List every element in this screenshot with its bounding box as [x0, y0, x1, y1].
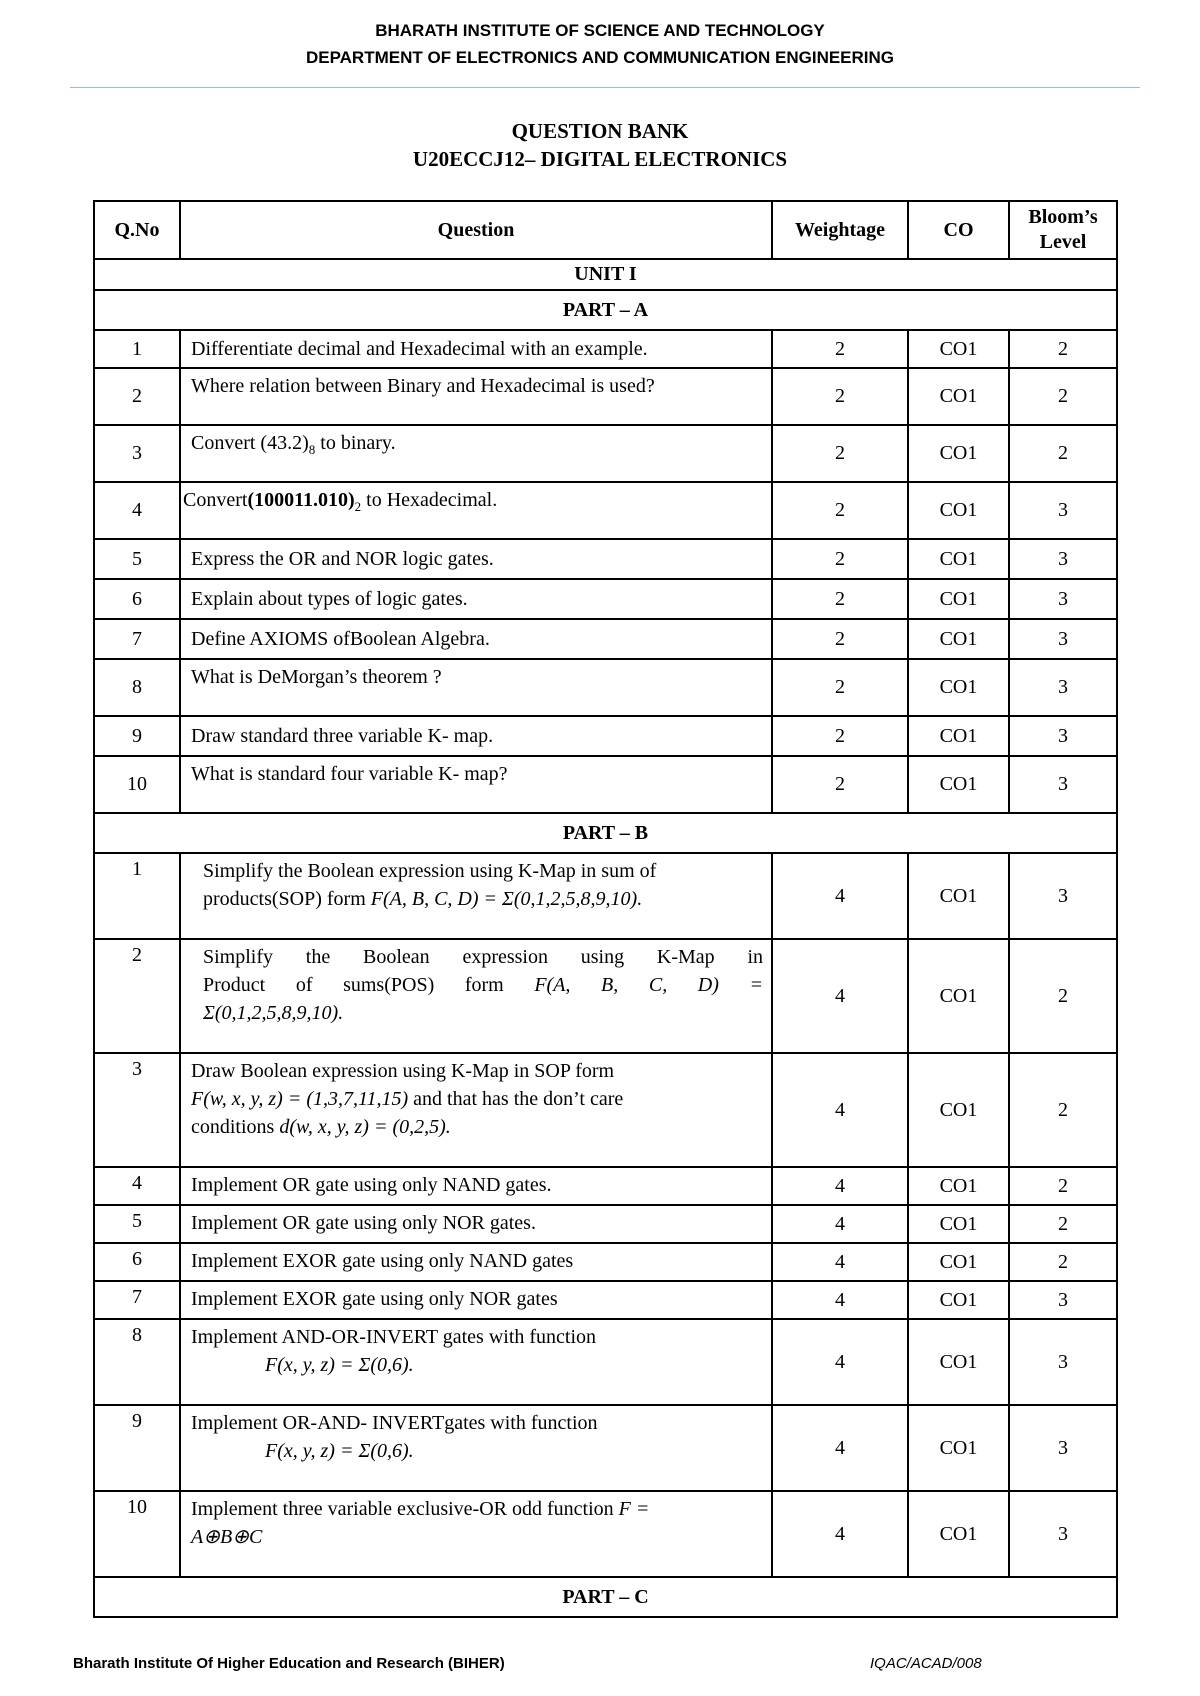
boolean-function: F(x, y, z) = Σ(0,6).: [265, 1354, 414, 1376]
blooms-level-cell: 3: [1009, 539, 1117, 579]
question-text: What is standard four variable K- map?: [180, 756, 772, 813]
blooms-level-cell: 3: [1009, 1281, 1117, 1319]
col-header-question: Question: [180, 201, 772, 259]
blooms-level-cell: 2: [1009, 1243, 1117, 1281]
department-name: DEPARTMENT OF ELECTRONICS AND COMMUNICATION ENGINEERING: [305, 48, 895, 67]
co-cell: CO1: [908, 1243, 1009, 1281]
table-row: [94, 1053, 1117, 1167]
col-header-blooms-level: Bloom’s Level: [1009, 201, 1117, 259]
blooms-level-cell: 2: [1009, 425, 1117, 482]
institute-name: BHARATH INSTITUTE OF SCIENCE AND TECHNOLOGY: [375, 21, 825, 40]
table-row: [94, 579, 1117, 619]
question-line: [203, 999, 763, 1027]
weightage-cell: 2: [772, 659, 908, 716]
question-number: 1: [94, 853, 180, 939]
question-text: Implement OR gate using only NAND gates.: [180, 1167, 772, 1205]
blooms-level-cell: 2: [1009, 330, 1117, 368]
question-number: 2: [94, 368, 180, 425]
question-text: Where relation between Binary and Hexadecimal is used?: [180, 368, 772, 425]
question-text: Explain about types of logic gates.: [180, 579, 772, 619]
question-text: Express the OR and NOR logic gates.: [180, 539, 772, 579]
part-b-label: PART – B: [94, 813, 1117, 853]
question-number: 3: [94, 425, 180, 482]
blooms-level-cell: 2: [1009, 1167, 1117, 1205]
question-number: 8: [94, 1319, 180, 1405]
question-line: [191, 1437, 763, 1465]
table-row: [94, 716, 1117, 756]
co-cell: CO1: [908, 1405, 1009, 1491]
co-cell: CO1: [908, 716, 1009, 756]
question-text: [180, 425, 772, 482]
question-number: 3: [94, 1053, 180, 1167]
question-number: 7: [94, 1281, 180, 1319]
table-row: [94, 330, 1117, 368]
question-line: Implement OR-AND- INVERTgates with function: [191, 1412, 598, 1434]
part-c-label: PART – C: [94, 1577, 1117, 1617]
co-cell: CO1: [908, 1319, 1009, 1405]
question-text-end: to Hexadecimal.: [361, 489, 498, 511]
question-line: [191, 1351, 763, 1379]
question-text: [180, 1405, 772, 1491]
blooms-level-cell: 3: [1009, 756, 1117, 813]
question-text-start: Convert (43.2): [191, 432, 309, 454]
boolean-function: F(w, x, y, z) = (1,3,7,11,15): [191, 1088, 409, 1110]
blooms-level-cell: 2: [1009, 1205, 1117, 1243]
col-header-weightage: Weightage: [772, 201, 908, 259]
part-c-row: [94, 1577, 1117, 1617]
question-text: Differentiate decimal and Hexadecimal with an example.: [180, 330, 772, 368]
weightage-cell: 2: [772, 619, 908, 659]
boolean-function: Σ(0,1,2,5,8,9,10).: [203, 1002, 344, 1024]
question-line: Simplify the Boolean expression using K-Map in sum of: [203, 860, 657, 882]
blooms-level-cell: 3: [1009, 579, 1117, 619]
number-base-subscript: 8: [308, 442, 316, 457]
co-cell: CO1: [908, 1281, 1009, 1319]
co-cell: CO1: [908, 659, 1009, 716]
question-text: Implement EXOR gate using only NOR gates: [180, 1281, 772, 1319]
co-cell: CO1: [908, 330, 1009, 368]
question-number: 5: [94, 1205, 180, 1243]
weightage-cell: 2: [772, 716, 908, 756]
table-row: [94, 425, 1117, 482]
part-b-row: [94, 813, 1117, 853]
footer-institution: Bharath Institute Of Higher Education and Research (BIHER): [73, 1655, 505, 1672]
table-row: [94, 368, 1117, 425]
co-cell: CO1: [908, 1491, 1009, 1577]
dont-care-function: d(w, x, y, z) = (0,2,5).: [279, 1116, 451, 1138]
question-number: 4: [94, 1167, 180, 1205]
table-row: [94, 853, 1117, 939]
weightage-cell: 4: [772, 853, 908, 939]
binary-number: (100011.010): [247, 489, 355, 511]
question-text: [180, 1319, 772, 1405]
xor-expression: A⊕B⊕C: [191, 1526, 263, 1548]
blooms-level-cell: 2: [1009, 1053, 1117, 1167]
table-header-row: [94, 201, 1117, 259]
weightage-cell: 4: [772, 1053, 908, 1167]
table-row: [94, 659, 1117, 716]
question-table: [93, 200, 1118, 1618]
blooms-level-cell: 3: [1009, 659, 1117, 716]
weightage-cell: 4: [772, 1243, 908, 1281]
table-row: [94, 482, 1117, 539]
question-text: [180, 939, 772, 1053]
question-line: Draw Boolean expression using K-Map in SOP form: [191, 1060, 615, 1082]
question-text: What is DeMorgan’s theorem ?: [180, 659, 772, 716]
weightage-cell: 2: [772, 330, 908, 368]
table-row: [94, 1405, 1117, 1491]
blooms-level-cell: 3: [1009, 1319, 1117, 1405]
weightage-cell: 2: [772, 756, 908, 813]
co-cell: CO1: [908, 368, 1009, 425]
table-row: [94, 1205, 1117, 1243]
table-row: [94, 1491, 1117, 1577]
weightage-cell: 4: [772, 1491, 908, 1577]
co-cell: CO1: [908, 1053, 1009, 1167]
question-number: 6: [94, 1243, 180, 1281]
question-line: Implement AND-OR-INVERT gates with function: [191, 1326, 597, 1348]
blooms-level-cell: 3: [1009, 716, 1117, 756]
question-text: Implement EXOR gate using only NAND gates: [180, 1243, 772, 1281]
question-text-start: Implement three variable exclusive-OR odd function: [191, 1498, 619, 1520]
table-row: [94, 1319, 1117, 1405]
question-number: 10: [94, 756, 180, 813]
question-line: [191, 1085, 763, 1113]
question-line: [203, 885, 763, 913]
blooms-level-cell: 3: [1009, 1491, 1117, 1577]
table-row: [94, 939, 1117, 1053]
question-text-end: to binary.: [315, 432, 396, 454]
unit-label: UNIT I: [94, 259, 1117, 290]
question-number: 4: [94, 482, 180, 539]
blooms-level-cell: 3: [1009, 482, 1117, 539]
weightage-cell: 2: [772, 425, 908, 482]
question-text-start: products(SOP) form: [203, 888, 371, 910]
question-text: Draw standard three variable K- map.: [180, 716, 772, 756]
co-cell: CO1: [908, 425, 1009, 482]
question-number: 10: [94, 1491, 180, 1577]
question-number: 2: [94, 939, 180, 1053]
question-number: 7: [94, 619, 180, 659]
question-text-start: conditions: [191, 1116, 280, 1138]
blooms-level-cell: 3: [1009, 1405, 1117, 1491]
question-number: 5: [94, 539, 180, 579]
co-cell: CO1: [908, 853, 1009, 939]
question-text: [180, 482, 772, 539]
table-row: [94, 1167, 1117, 1205]
boolean-function: F =: [618, 1498, 650, 1520]
weightage-cell: 4: [772, 1405, 908, 1491]
question-line: [191, 1113, 763, 1141]
question-text-start: Product of sums(POS) form: [203, 974, 535, 996]
question-number: 9: [94, 716, 180, 756]
question-number: 1: [94, 330, 180, 368]
table-row: [94, 756, 1117, 813]
question-text-end: and that has the don’t care: [408, 1088, 624, 1110]
question-line: Simplify the Boolean expression using K-Map in: [203, 946, 763, 968]
table-row: [94, 1281, 1117, 1319]
part-a-row: [94, 290, 1117, 330]
weightage-cell: 2: [772, 539, 908, 579]
co-cell: CO1: [908, 939, 1009, 1053]
co-cell: CO1: [908, 482, 1009, 539]
co-cell: CO1: [908, 756, 1009, 813]
boolean-function: F(x, y, z) = Σ(0,6).: [265, 1440, 414, 1462]
question-text: Define AXIOMS ofBoolean Algebra.: [180, 619, 772, 659]
weightage-cell: 2: [772, 579, 908, 619]
co-cell: CO1: [908, 619, 1009, 659]
question-text: [180, 853, 772, 939]
question-number: 8: [94, 659, 180, 716]
table-row: [94, 619, 1117, 659]
blooms-level-cell: 3: [1009, 853, 1117, 939]
question-line: [191, 1523, 763, 1551]
weightage-cell: 4: [772, 1167, 908, 1205]
course-title: U20ECCJ12– DIGITAL ELECTRONICS: [412, 147, 788, 171]
weightage-cell: 4: [772, 1319, 908, 1405]
weightage-cell: 4: [772, 939, 908, 1053]
question-text: [180, 1053, 772, 1167]
table-row: [94, 539, 1117, 579]
question-text: Implement OR gate using only NOR gates.: [180, 1205, 772, 1243]
question-number: 9: [94, 1405, 180, 1491]
table-row: [94, 1243, 1117, 1281]
boolean-function: F(A, B, C, D) =: [534, 974, 764, 996]
weightage-cell: 4: [772, 1205, 908, 1243]
question-text: [180, 1491, 772, 1577]
weightage-cell: 2: [772, 368, 908, 425]
weightage-cell: 4: [772, 1281, 908, 1319]
co-cell: CO1: [908, 539, 1009, 579]
question-line: [191, 1495, 763, 1523]
part-a-label: PART – A: [94, 290, 1117, 330]
unit-row: [94, 259, 1117, 290]
co-cell: CO1: [908, 1205, 1009, 1243]
blooms-level-cell: 2: [1009, 368, 1117, 425]
document-title: QUESTION BANK: [511, 119, 689, 143]
question-text-start: Convert: [183, 489, 248, 511]
blooms-level-cell: 3: [1009, 619, 1117, 659]
co-cell: CO1: [908, 579, 1009, 619]
header-divider: [70, 87, 1140, 88]
question-number: 6: [94, 579, 180, 619]
co-cell: CO1: [908, 1167, 1009, 1205]
col-header-co: CO: [908, 201, 1009, 259]
col-header-qno: Q.No: [94, 201, 180, 259]
number-base-subscript: 2: [354, 499, 362, 514]
blooms-level-cell: 2: [1009, 939, 1117, 1053]
boolean-function: F(A, B, C, D) = Σ(0,1,2,5,8,9,10).: [370, 888, 643, 910]
footer-document-code: IQAC/ACAD/008: [870, 1655, 982, 1672]
weightage-cell: 2: [772, 482, 908, 539]
question-line: [203, 971, 763, 999]
